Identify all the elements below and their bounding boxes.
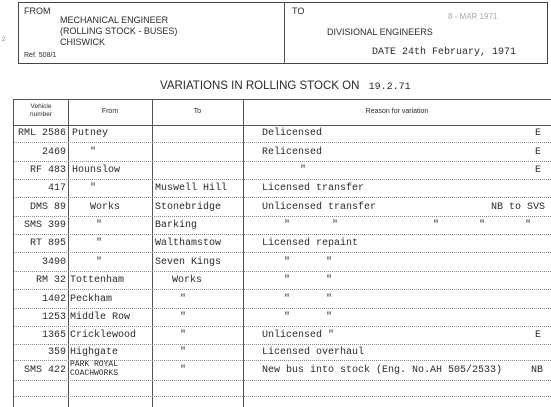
row-8-reason: " " [284,257,333,268]
row-8-to: Seven Kings [155,257,222,268]
col-header-vehicle: Vehicle number [29,103,53,118]
title-text: VARIATIONS IN ROLLING STOCK ON [160,80,360,92]
row-14-code: NB [530,365,543,376]
row-5-dotted-line [14,216,551,217]
row-7-from: " [96,238,103,249]
row-6-vehicle: SMS 399 [23,220,66,231]
row-12-dotted-line [14,344,551,345]
row-6-code: " " " [432,220,531,231]
row-9-dotted-line [14,289,551,290]
table-top-border [13,99,551,100]
row-10-to: " [180,294,187,305]
row-12-vehicle: 1365 [41,330,66,341]
blank-row-1-dotted-line [14,396,551,397]
from-line-3: CHISWICK [60,37,105,47]
row-14-dotted-line [14,380,551,381]
row-12-from: Cricklewood [70,330,137,341]
row-9-to: Works [172,275,203,286]
from-label: FROM [24,6,51,16]
from-line-2: (ROLLING STOCK - BUSES) [60,26,178,36]
row-1-vehicle: RML 2586 [17,128,66,139]
from-line-1: MECHANICAL ENGINEER [60,15,169,25]
row-13-to: " [180,347,187,358]
row-13-vehicle: 359 [47,347,66,358]
row-12-code: E [534,330,541,341]
row-10-reason: " " [284,294,333,305]
row-14-from: PARK ROYAL COACHWORKS [70,360,119,378]
col-header-from: From [101,108,119,115]
ref-number: Ref. 508/1 [24,52,57,59]
row-1-reason: Delicensed [262,128,323,139]
header-divider [284,2,285,64]
row-7-dotted-line [14,252,551,253]
row-6-from: " [96,220,103,231]
row-7-reason: Licensed repaint [262,238,359,249]
row-5-code: NB to SVS [490,202,545,213]
row-10-dotted-line [14,308,551,309]
row-14-vehicle: SMS 422 [23,365,66,376]
received-stamp: 8 - MAR 1971 [448,12,498,21]
row-9-vehicle: RM 32 [35,275,66,286]
row-14-reason: New bus into stock (Eng. No.AH 505/2533) [262,365,503,376]
row-4-vehicle: 417 [47,183,66,194]
margin-mark: 2 [2,37,6,43]
row-2-dotted-line [14,161,551,162]
row-3-dotted-line [14,179,551,180]
row-8-from: " [96,257,103,268]
row-5-reason: Unlicensed transfer [262,202,377,213]
row-10-vehicle: 1402 [41,294,66,305]
row-4-dotted-line [14,197,551,198]
row-11-vehicle: 1253 [41,312,66,323]
row-6-dotted-line [14,234,551,235]
row-9-from: Tottenham [70,275,125,286]
row-2-from: " [90,147,97,158]
row-6-to: Barking [155,220,198,231]
row-3-from: Hounslow [72,165,121,176]
row-11-dotted-line [14,326,551,327]
row-6-reason: " " [284,220,339,231]
row-1-code: E [534,128,541,139]
row-2-reason: Relicensed [262,147,323,158]
col-header-reason: Reason for variation [365,108,429,115]
page-title [160,80,411,93]
row-5-to: Stonebridge [155,202,222,213]
row-4-to: Muswell Hill [155,183,228,194]
row-4-from: " [90,183,97,194]
row-11-to: " [180,312,187,323]
row-7-vehicle: RT 895 [29,238,66,249]
row-5-vehicle: DMS 89 [29,202,66,213]
row-1-from: Putney [72,128,109,139]
row-8-dotted-line [14,271,551,272]
row-14-to: " [180,365,187,376]
table-header-bottom-border [13,125,551,126]
row-4-reason: Licensed transfer [262,183,365,194]
row-8-vehicle: 3490 [41,257,66,268]
title-date: 19.2.71 [368,82,411,93]
row-12-to: " [180,330,187,341]
row-1-dotted-line [14,142,551,143]
row-9-reason: " " [284,275,333,286]
memo-date: DATE 24th February, 1971 [372,47,517,58]
col-header-to: To [193,108,202,115]
row-7-to: Walthamstow [155,238,222,249]
row-2-vehicle: 2469 [41,147,66,158]
row-5-from: Works [90,202,121,213]
row-3-reason: " [300,165,307,176]
to-label: TO [292,6,305,16]
row-11-from: Middle Row [70,312,131,323]
row-13-from: Highgate [70,347,119,358]
row-3-vehicle: RF 483 [29,165,66,176]
row-2-code: E [534,147,541,158]
row-12-reason: Unlicensed " [262,330,335,341]
row-10-from: Peckham [70,294,113,305]
row-11-reason: " " [284,312,333,323]
row-13-reason: Licensed overhaul [262,347,365,358]
to-name: DIVISIONAL ENGINEERS [327,27,433,37]
row-3-code: E [534,165,541,176]
